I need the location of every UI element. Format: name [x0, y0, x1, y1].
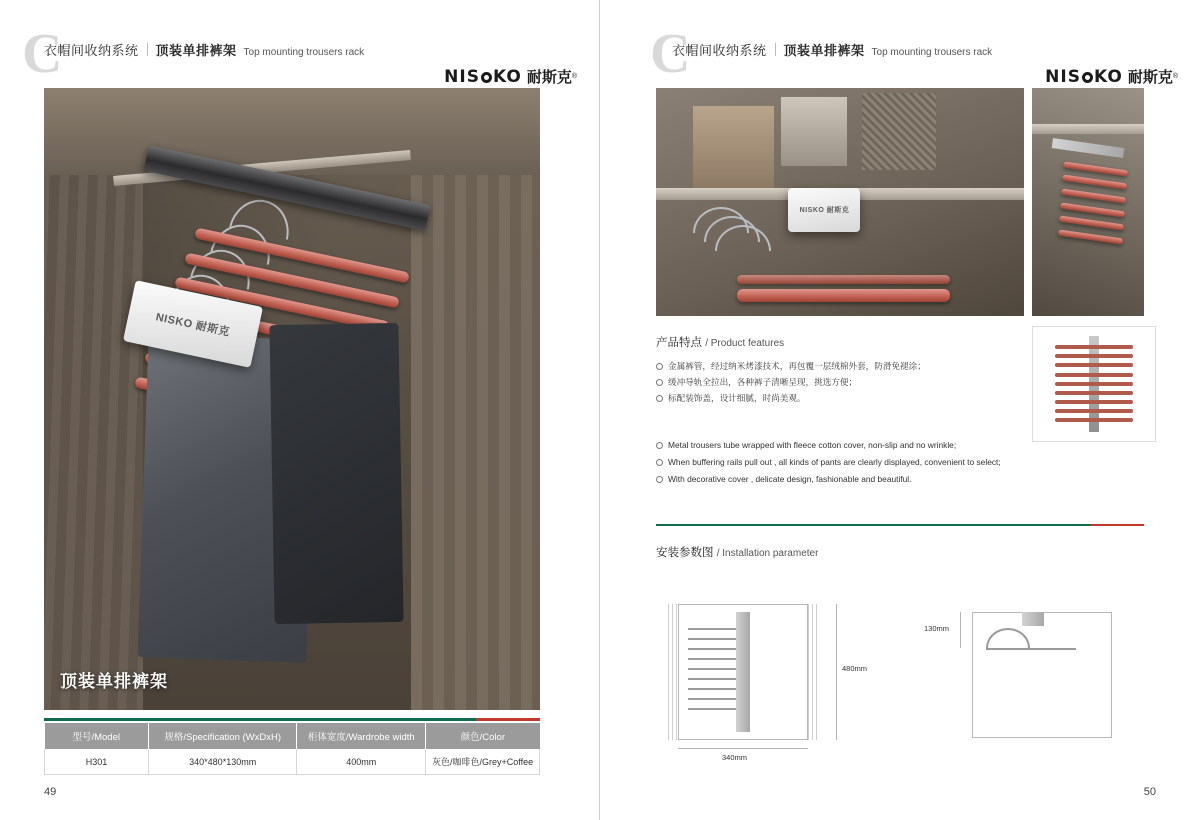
- detail-photo-front: [656, 88, 1024, 316]
- cell-model: H301: [45, 749, 149, 775]
- brand-nis-text: NIS: [1045, 66, 1081, 87]
- brand-logo: [444, 66, 577, 87]
- thumb-tube: [1055, 409, 1133, 413]
- trouser-tube: [737, 275, 950, 284]
- decorative-c-icon: C: [22, 23, 63, 85]
- diagram-tube: [688, 648, 736, 650]
- dimension-line-vertical: [836, 604, 837, 740]
- brand-nis-text: NIS: [444, 66, 480, 87]
- brand-o-icon: [1082, 72, 1093, 83]
- brand-ko-text: KO: [492, 66, 522, 87]
- badge-brand-text: NISKO 耐斯克: [154, 311, 232, 339]
- col-specification: 规格/Specification (WxDxH): [148, 723, 297, 749]
- thumb-tube: [1055, 391, 1133, 395]
- brand-registered-icon: ®: [1172, 73, 1178, 80]
- cell-wardrobe-width: 400mm: [297, 749, 426, 775]
- rule-green: [656, 524, 1090, 526]
- features-title-en: / Product features: [705, 338, 785, 349]
- shelf-board: [1032, 124, 1144, 134]
- page-number-right: 50: [1143, 786, 1156, 798]
- brand-o-icon: [481, 72, 492, 83]
- header-product-label-en: Top mounting trousers rack: [871, 47, 993, 58]
- install-title-en: / Installation parameter: [716, 548, 819, 559]
- list-item: 标配装饰盖，设计细腻，时尚美观。: [656, 390, 1046, 406]
- table-row: [45, 749, 540, 775]
- main-product-photo: [44, 88, 540, 710]
- header-title-group: [672, 40, 992, 59]
- dimension-line-horizontal: [678, 748, 808, 749]
- thumb-tube: [1055, 373, 1133, 377]
- trouser-tube: [1061, 188, 1126, 203]
- storage-box: [693, 106, 774, 188]
- trouser-tube: [1062, 175, 1127, 190]
- list-item: 金属裤管，经过纳米烤漆技术，再包覆一层绒棉外套，防滑免褪涂；: [656, 358, 1046, 374]
- detail-photo-side: [1032, 88, 1144, 316]
- storage-box: [781, 97, 847, 165]
- thumb-tube: [1055, 345, 1133, 349]
- thumb-tube: [1055, 382, 1133, 386]
- rule-red: [1090, 524, 1144, 526]
- trousers-display: [270, 323, 404, 624]
- photo-caption: 顶装单排裤架: [60, 672, 168, 691]
- list-item: Metal trousers tube wrapped with fleece cotton cover, non-slip and no wrinkle;: [656, 437, 1056, 454]
- diagram-tube: [688, 638, 736, 640]
- col-color: 颜色/Color: [426, 723, 540, 749]
- list-item: With decorative cover , delicate design, fashionable and beautiful.: [656, 471, 1056, 488]
- diagram-rail: [736, 612, 750, 732]
- cabinet-wall-hatch: [668, 604, 678, 740]
- rule-red: [476, 718, 540, 721]
- brand-ko-text: KO: [1093, 66, 1123, 87]
- install-title-cn: 安装参数图: [656, 547, 714, 559]
- header-category-label: 衣帽间收纳系统: [44, 43, 139, 58]
- trouser-tube: [1059, 216, 1124, 231]
- thumb-tube: [1055, 354, 1133, 358]
- diagram-tube: [688, 678, 736, 680]
- left-page-header: [0, 23, 599, 87]
- dimension-width-label: 340mm: [722, 753, 748, 762]
- decorative-c-icon: C: [650, 23, 691, 85]
- list-item: 缓冲导轨全拉出，各种裤子清晰呈现，挑选方便；: [656, 374, 1046, 390]
- header-product-label-en: Top mounting trousers rack: [243, 47, 365, 58]
- right-page-header: [600, 23, 1200, 87]
- dimension-line-vertical: [960, 612, 961, 648]
- thumb-tube: [1055, 418, 1133, 422]
- decorative-cover-badge: [788, 188, 860, 232]
- storage-basket: [862, 93, 936, 171]
- thumb-tube: [1055, 363, 1133, 367]
- header-divider: [775, 43, 776, 56]
- spec-table: [44, 718, 540, 775]
- diagram-frame: [972, 612, 1112, 738]
- wardrobe-right-panel: [411, 88, 540, 710]
- brand-logo: [1045, 66, 1178, 87]
- brand-cn-text: 耐斯克: [1127, 69, 1173, 86]
- cabinet-wall-hatch: [808, 604, 818, 740]
- section-rule: [656, 524, 1144, 526]
- header-category-label: 衣帽间收纳系统: [672, 43, 767, 58]
- diagram-tube: [986, 648, 1076, 650]
- dimension-depth-label: 130mm: [924, 624, 950, 633]
- diagram-tube: [688, 698, 736, 700]
- product-thumbnail: [1032, 326, 1156, 442]
- col-wardrobe-width: 柜体宽度/Wardrobe width: [297, 723, 426, 749]
- cell-color: 灰色/咖啡色/Grey+Coffee: [426, 749, 540, 775]
- features-list-cn: [656, 358, 1046, 406]
- table-top-rule: [44, 718, 540, 721]
- installation-diagram-top: [660, 598, 890, 762]
- header-divider: [147, 43, 148, 56]
- header-product-label-cn: 顶装单排裤架: [155, 43, 237, 58]
- features-section-title: [656, 334, 784, 350]
- diagram-tube: [688, 628, 736, 630]
- specification-table: [44, 723, 540, 775]
- table-header-row: [45, 723, 540, 749]
- features-list-en: [656, 437, 1056, 488]
- trouser-tube: [737, 289, 950, 302]
- diagram-tube: [688, 708, 736, 710]
- dimension-height-label: 480mm: [842, 664, 868, 673]
- diagram-tube: [688, 688, 736, 690]
- trouser-tube: [1060, 202, 1125, 217]
- page-number-left: 49: [44, 786, 57, 798]
- col-model: 型号/Model: [45, 723, 149, 749]
- diagram-bracket: [1022, 612, 1044, 626]
- install-section-title: [656, 544, 818, 560]
- list-item: When buffering rails pull out , all kinds of pants are clearly displayed, convenient to select;: [656, 454, 1056, 471]
- right-page: [600, 0, 1200, 820]
- rail-bracket: [1052, 138, 1124, 158]
- badge-brand-text: NISKO 耐斯克: [799, 207, 850, 215]
- trouser-tube: [1063, 161, 1128, 176]
- trouser-tube: [1058, 229, 1123, 244]
- header-title-group: [44, 40, 364, 59]
- thumb-tube: [1055, 400, 1133, 404]
- installation-diagram-side: [924, 598, 1150, 758]
- brand-registered-icon: ®: [571, 73, 577, 80]
- cell-specification: 340*480*130mm: [148, 749, 297, 775]
- header-product-label-cn: 顶装单排裤架: [783, 43, 865, 58]
- features-title-cn: 产品特点: [656, 337, 702, 349]
- brand-cn-text: 耐斯克: [526, 69, 572, 86]
- rule-green: [44, 718, 476, 721]
- diagram-tube: [688, 658, 736, 660]
- diagram-tube: [688, 668, 736, 670]
